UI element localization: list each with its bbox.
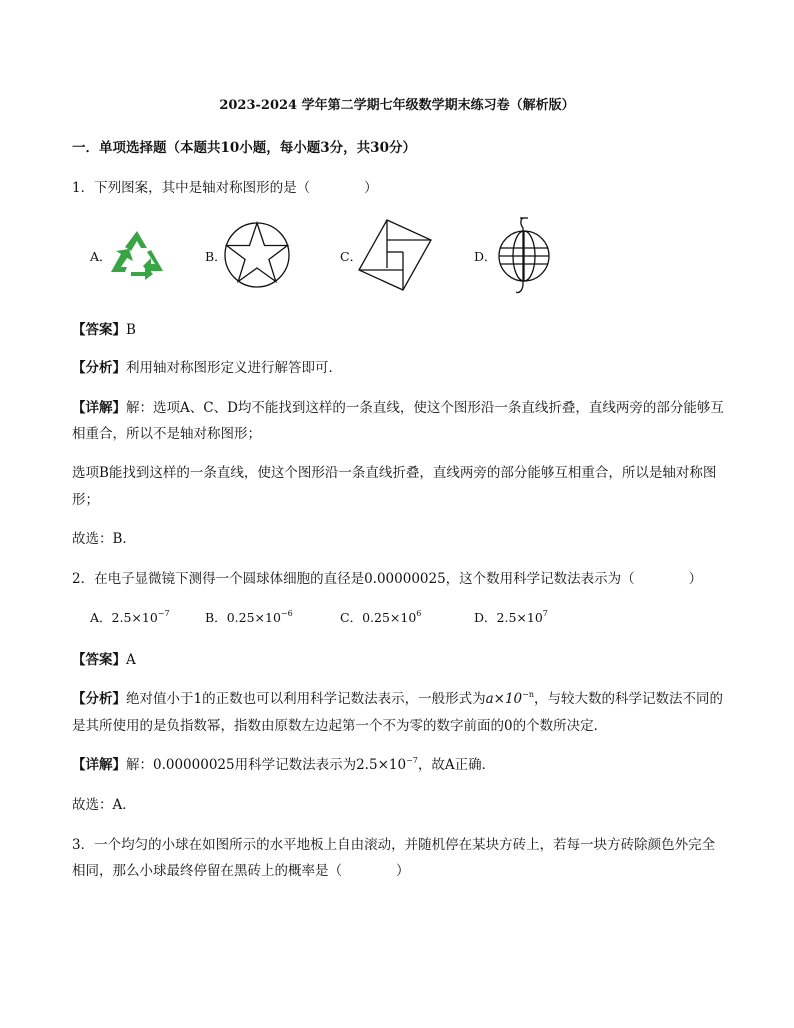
q1-option-a-label: A． xyxy=(90,249,112,264)
q2-option-b-label: B． xyxy=(205,610,227,625)
q1-option-c-label: C． xyxy=(340,249,363,264)
answer-tag: 【答案】 xyxy=(72,322,126,338)
analysis-text: 利用轴对称图形定义进行解答即可． xyxy=(126,360,342,376)
q2-stem: 2．在电子显微镜下测得一个圆球体细胞的直径是0.00000025，这个数用科学记数法表示为（ ） xyxy=(72,571,703,587)
analysis-text-d: ，与较大数的科学记数法不同的 xyxy=(534,691,723,707)
analysis-tag: 【分析】 xyxy=(72,691,126,707)
q2-option-b-base: 0.25×10 xyxy=(226,610,281,625)
answer-value: A xyxy=(126,652,136,668)
q1-detail-line-2: 相重合，所以不是轴对称图形； xyxy=(72,426,261,442)
q3-stem-line-2: 相同，那么小球最终停留在黑砖上的概率是（ ） xyxy=(72,863,410,879)
detail-formula-exp: −7 xyxy=(406,756,418,765)
q1-detail-line-4: 形； xyxy=(72,492,99,508)
analysis-text-a: 绝对值小于1的正数也可以利用科学记数法表示，一般形式为 xyxy=(126,691,486,707)
q1-option-b-label: B． xyxy=(205,249,227,264)
analysis-tag: 【分析】 xyxy=(72,360,126,376)
section-heading: 一．单项选择题（本题共10小题，每小题3分，共30分） xyxy=(72,140,416,156)
q2-option-c xyxy=(340,608,421,626)
q1-analysis xyxy=(72,356,342,376)
detail-text: 解：选项A、C、D均不能找到这样的一条直线，使这个图形沿一条直线折叠，直线两旁的部分能够互 xyxy=(126,400,724,416)
detail-tag: 【详解】 xyxy=(72,757,126,773)
q2-option-d-label: D． xyxy=(474,610,497,625)
recycle-icon xyxy=(107,228,167,280)
q2-option-a-exp: −7 xyxy=(157,609,170,618)
q2-answer xyxy=(72,648,136,668)
q2-option-c-label: C． xyxy=(340,610,363,625)
q1-option-d-label: D． xyxy=(474,249,497,264)
analysis-formula-exp: −n xyxy=(522,690,534,699)
q2-option-d-base: 2.5×10 xyxy=(496,610,543,625)
q2-option-d xyxy=(474,608,548,626)
detail-formula: 2.5×10 xyxy=(356,757,407,773)
q2-detail xyxy=(72,753,495,773)
star-in-circle-icon xyxy=(222,220,292,290)
document-title: 2023-2024 学年第二学期七年级数学期末练习卷（解析版） xyxy=(219,98,575,113)
q1-answer xyxy=(72,318,136,338)
detail-tag: 【详解】 xyxy=(72,400,126,416)
q2-option-a-label: A． xyxy=(90,610,112,625)
q2-analysis-line-1 xyxy=(72,687,723,707)
q2-option-a-base: 2.5×10 xyxy=(111,610,158,625)
q2-analysis-line-2: 是其所使用的是负指数幂，指数由原数左边起第一个不为零的数字前面的0的个数所决定． xyxy=(72,718,608,734)
square-pattern-icon xyxy=(357,218,433,292)
q1-choose: 故选：B． xyxy=(72,531,136,547)
analysis-formula: a×10 xyxy=(485,691,523,707)
q1-detail-line-3: 选项B能找到这样的一条直线，使这个图形沿一条直线折叠，直线两旁的部分能够互相重合，所以是轴对称图 xyxy=(72,465,717,481)
q2-option-d-exp: 7 xyxy=(542,609,548,618)
globe-icon xyxy=(492,214,556,298)
detail-text-d: ，故A正确． xyxy=(417,757,496,773)
answer-value: B xyxy=(126,322,136,338)
q2-option-c-base: 0.25×10 xyxy=(362,610,417,625)
q1-detail-line-1 xyxy=(72,396,724,416)
q2-choose: 故选：A． xyxy=(72,797,136,813)
q2-option-b xyxy=(205,608,293,626)
q2-option-a xyxy=(90,608,170,626)
answer-tag: 【答案】 xyxy=(72,652,126,668)
q3-stem-line-1: 3．一个均匀的小球在如图所示的水平地板上自由滚动，并随机停在某块方砖上，若每一块方砖除颜色外完全 xyxy=(72,837,716,853)
q1-stem: 1．下列图案，其中是轴对称图形的是（ ） xyxy=(72,180,378,196)
detail-text-a: 解：0.00000025用科学记数法表示为 xyxy=(126,757,357,773)
q2-option-c-exp: 6 xyxy=(416,609,422,618)
q2-option-b-exp: −6 xyxy=(280,609,293,618)
